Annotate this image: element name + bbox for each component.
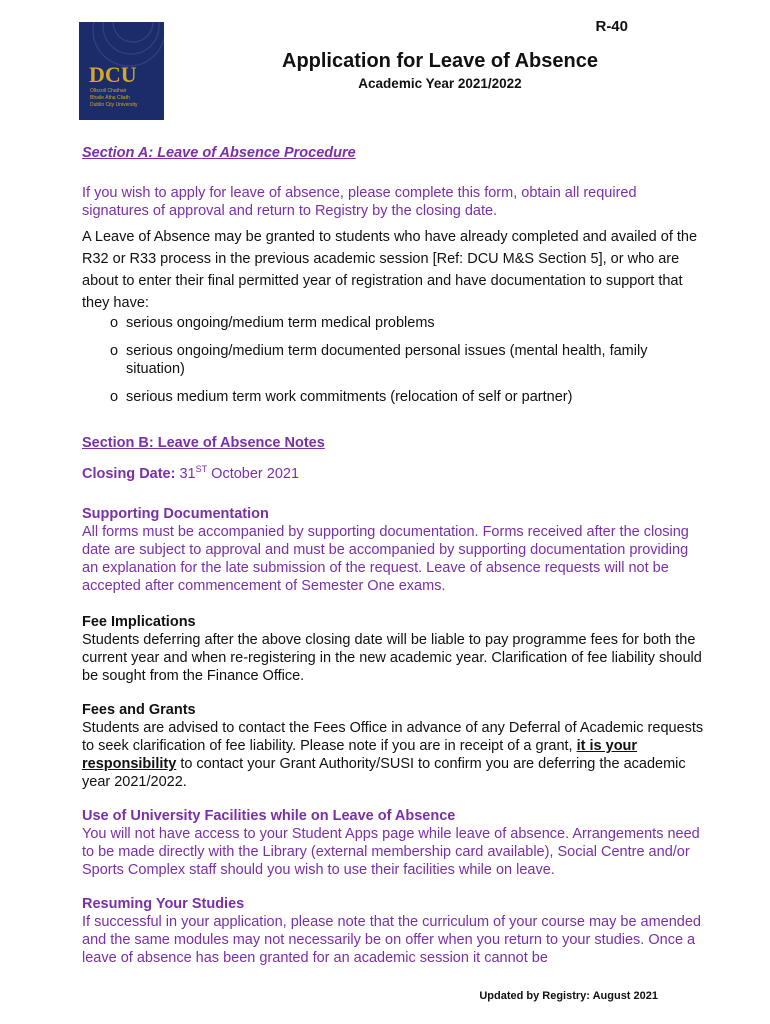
- fees-heading: Fee Implications: [82, 613, 196, 630]
- grants-text: Students are advised to contact the Fees Office in advance of any Deferral of Academic requests to seek clarification of fee liability. Please note if you are in receipt of a grant, it is your responsibility to contact your Grant Authority/SUSI to confirm you are deferring the academic year 2021/2022.: [82, 719, 704, 790]
- grants-emphasis: it is your responsibility: [82, 737, 638, 772]
- resuming-block: [82, 895, 706, 967]
- bullet-marker: o: [110, 389, 119, 405]
- eligibility-list: [82, 314, 706, 406]
- logo-line-3: Dublin City University: [90, 102, 138, 108]
- supporting-documentation-block: [82, 505, 706, 595]
- resuming-heading: Resuming Your Studies: [82, 895, 245, 912]
- list-item: o serious medium term work commitments (relocation of self or partner): [110, 389, 573, 405]
- facilities-heading: Use of University Facilities while on Leave of Absence: [82, 807, 456, 824]
- closing-date-label: Closing Date:: [82, 465, 176, 482]
- bullet-marker: o: [110, 343, 119, 359]
- fees-text: Students deferring after the above closing date will be liable to pay programme fees for both the current year and when re-registering in the new academic year. Clarification of fee liability should be sought from the Finance Office.: [82, 631, 702, 684]
- section-a-intro: If you wish to apply for leave of absence, please complete this form, obtain all required signatures of approval and return to Registry by the closing date.: [82, 185, 637, 219]
- supporting-heading: Supporting Documentation: [82, 505, 269, 522]
- list-item: o serious ongoing/medium term medical problems: [110, 315, 435, 331]
- fee-implications-block: [82, 613, 706, 685]
- closing-date-value: 31ST October 2021: [179, 464, 300, 482]
- bullet-marker: o: [110, 315, 119, 331]
- facilities-block: [82, 807, 706, 879]
- logo-line-1: Ollscoil Chathair: [90, 88, 127, 94]
- section-b-heading: Section B: Leave of Absence Notes: [82, 435, 325, 451]
- form-reference-code: R-40: [595, 18, 628, 35]
- logo-abbrev: DCU: [89, 62, 137, 87]
- supporting-text: All forms must be accompanied by supporting documentation. Forms received after the closing date are subject to approval and must be accompanied by supporting documentation providing an explanation for the late submission of the request. Leave of absence requests will not be accepted after commencement of Semester One exams.: [82, 523, 689, 594]
- dcu-logo: [79, 22, 164, 120]
- logo-line-2: Bhaile Átha Cliath: [90, 95, 130, 101]
- facilities-text: You will not have access to your Student Apps page while leave of absence. Arrangements need to be made directly with the Library (external membership card available), Social Centre and/or Sports Complex staff should you wish to use their facilities while on leave.: [82, 825, 700, 878]
- fees-grants-block: [82, 701, 706, 791]
- list-item: o serious ongoing/medium term documented personal issues (mental health, family situation): [110, 343, 648, 377]
- page-subtitle: Academic Year 2021/2022: [358, 76, 522, 91]
- closing-date: [82, 460, 706, 483]
- section-a-heading: Section A: Leave of Absence Procedure: [82, 145, 356, 161]
- section-a-paragraph: A Leave of Absence may be granted to students who have already completed and availed of the R32 or R33 process in the previous academic session [Ref: DCU M&S Section 5], or who are about to enter their final permitted year of registration and have documentation to support that they have:: [82, 229, 698, 311]
- resuming-text: If successful in your application, please note that the curriculum of your course may be amended and the same modules may not necessarily be on offer when you return to your studies. Once a leave of absence has been granted for an academic session it cannot be: [82, 913, 701, 966]
- grants-heading: Fees and Grants: [82, 701, 196, 718]
- document-body: [82, 144, 706, 967]
- page-footer: Updated by Registry: August 2021: [479, 990, 658, 1002]
- page-title: Application for Leave of Absence: [282, 50, 598, 72]
